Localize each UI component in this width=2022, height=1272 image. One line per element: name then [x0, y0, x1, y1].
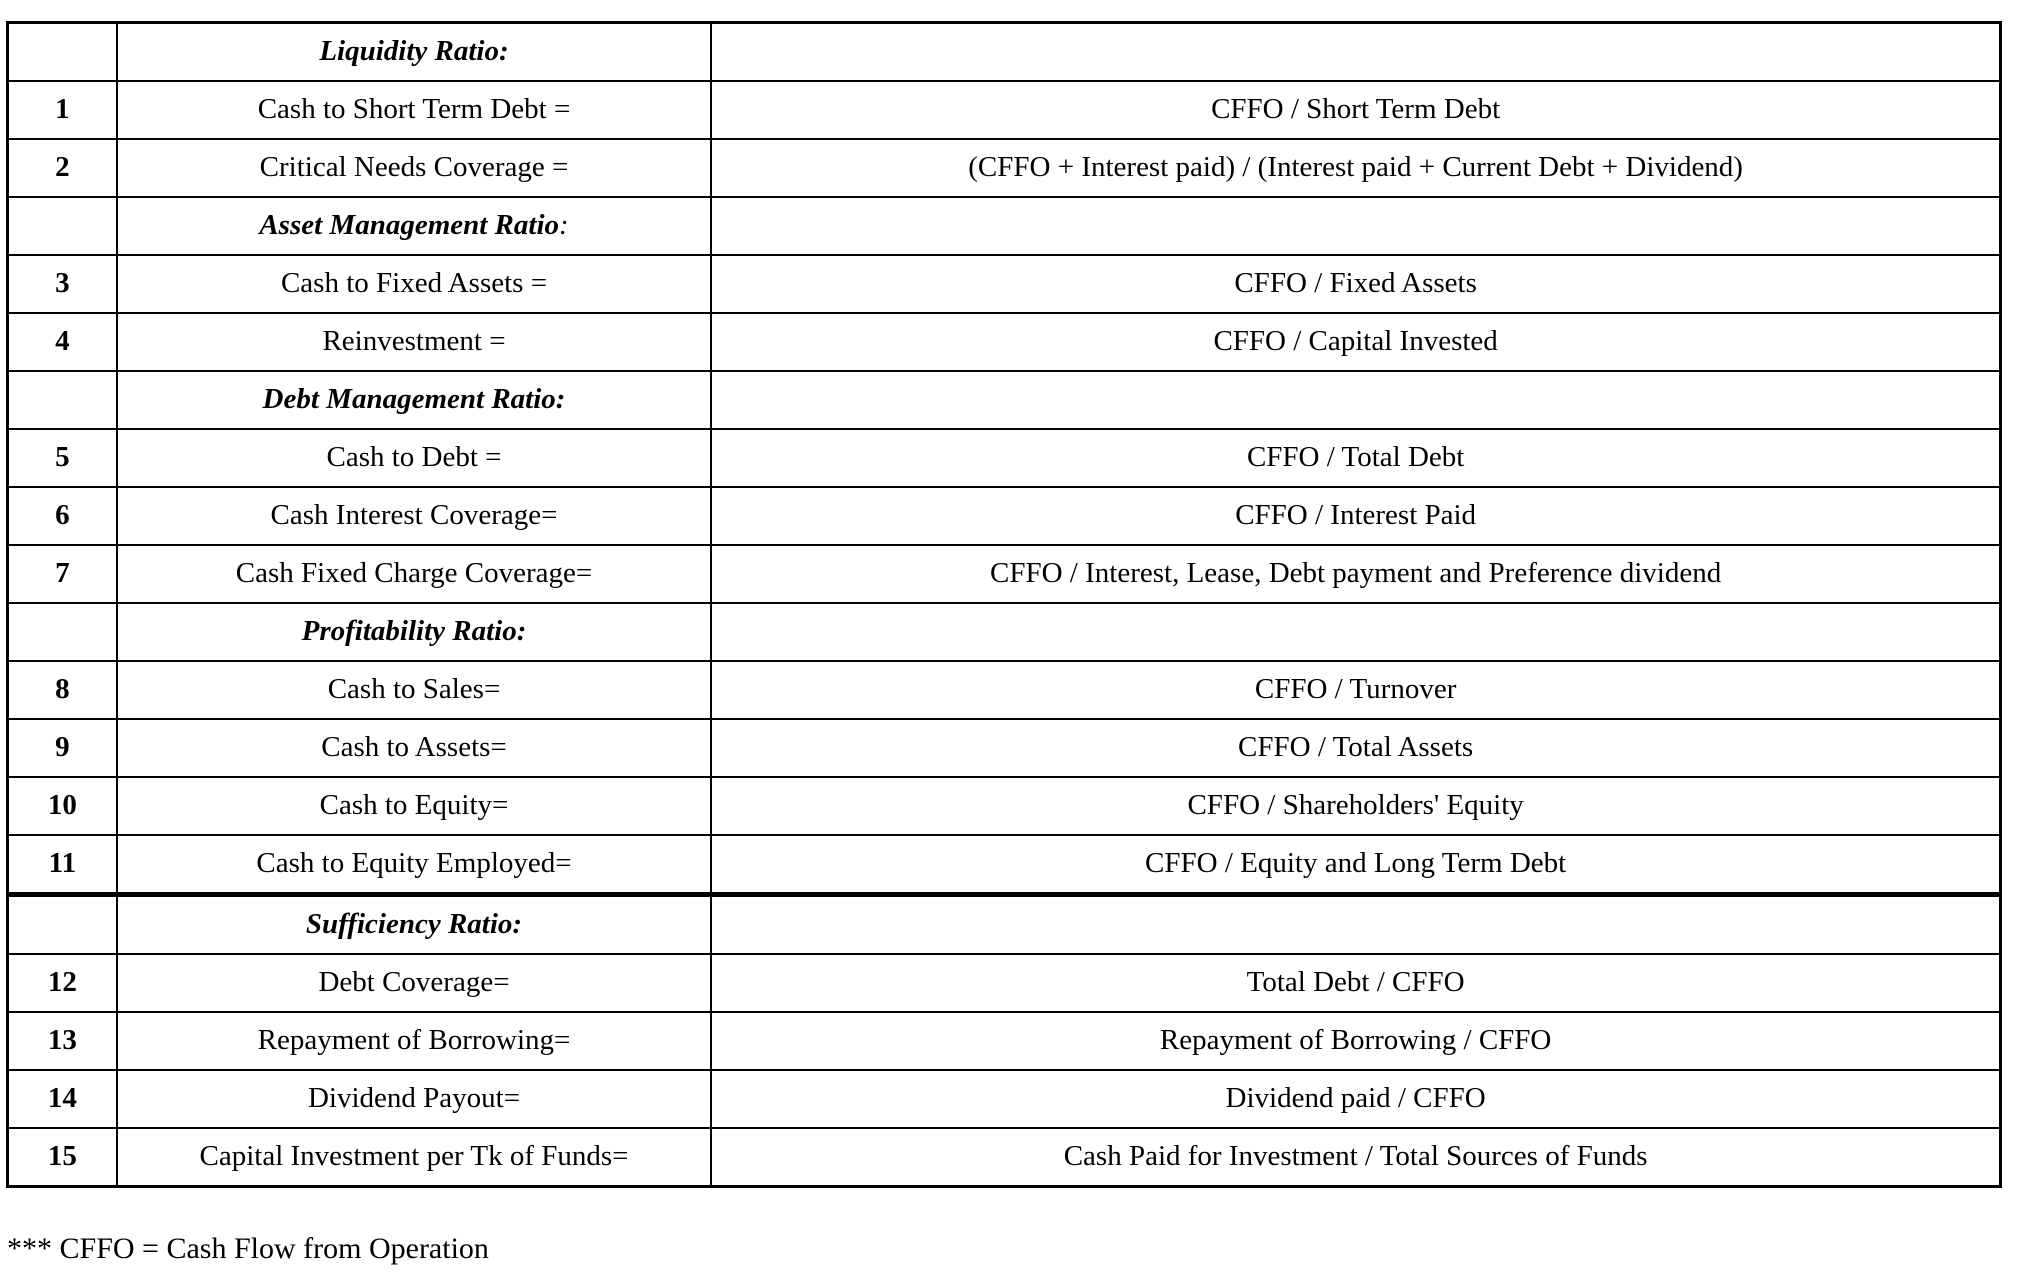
row-number-cell: 13	[8, 1012, 117, 1070]
row-number-cell	[8, 197, 117, 255]
table-row	[8, 545, 2001, 603]
formula-cell: CFFO / Total Debt	[711, 429, 2000, 487]
ratio-name-cell: Cash to Debt =	[117, 429, 711, 487]
section-title	[117, 23, 711, 82]
ratio-name-cell: Cash Interest Coverage=	[117, 487, 711, 545]
table-row	[8, 1012, 2001, 1070]
table-row	[8, 954, 2001, 1012]
ratio-name-cell: Cash to Short Term Debt =	[117, 81, 711, 139]
ratio-name-cell: Cash to Assets=	[117, 719, 711, 777]
formula-cell: CFFO / Shareholders' Equity	[711, 777, 2000, 835]
section-title-text: Asset Management Ratio	[259, 209, 560, 242]
ratio-name-cell: Cash to Equity Employed=	[117, 835, 711, 895]
section-title-colon: :	[559, 209, 569, 242]
section-title-colon: :	[512, 908, 523, 941]
row-number-cell	[8, 895, 117, 955]
formula-cell	[711, 23, 2000, 82]
ratio-name-cell: Reinvestment =	[117, 313, 711, 371]
ratio-name-cell: Critical Needs Coverage =	[117, 139, 711, 197]
row-number-cell: 15	[8, 1128, 117, 1187]
row-number-cell	[8, 371, 117, 429]
table-row	[8, 777, 2001, 835]
section-title-text: Liquidity Ratio	[319, 35, 499, 68]
formula-cell: CFFO / Fixed Assets	[711, 255, 2000, 313]
row-number-cell	[8, 603, 117, 661]
section-title-text: Debt Management Ratio	[262, 383, 556, 416]
section-title	[117, 371, 711, 429]
row-number-cell: 12	[8, 954, 117, 1012]
formula-cell	[711, 371, 2000, 429]
table-row-section-asset-management	[8, 197, 2001, 255]
row-number-cell: 2	[8, 139, 117, 197]
table-row-section-debt-management	[8, 371, 2001, 429]
formula-cell: CFFO / Equity and Long Term Debt	[711, 835, 2000, 895]
section-title	[117, 895, 711, 955]
formula-cell: Total Debt / CFFO	[711, 954, 2000, 1012]
section-title-text: Profitability Ratio	[301, 615, 517, 648]
section-title-colon: :	[499, 35, 509, 68]
ratio-name-cell: Capital Investment per Tk of Funds=	[117, 1128, 711, 1187]
formula-cell: Cash Paid for Investment / Total Sources of Funds	[711, 1128, 2000, 1187]
formula-cell: Dividend paid / CFFO	[711, 1070, 2000, 1128]
formula-cell: CFFO / Interest, Lease, Debt payment and Preference dividend	[711, 545, 2000, 603]
formula-cell: (CFFO + Interest paid) / (Interest paid + Current Debt + Dividend)	[711, 139, 2000, 197]
row-number-cell: 14	[8, 1070, 117, 1128]
table-row	[8, 487, 2001, 545]
table-row-section-liquidity	[8, 23, 2001, 82]
row-number-cell	[8, 23, 117, 82]
row-number-cell: 4	[8, 313, 117, 371]
table-row	[8, 139, 2001, 197]
cffo-footnote: *** CFFO = Cash Flow from Operation	[7, 1232, 489, 1265]
ratio-name-cell: Cash to Fixed Assets =	[117, 255, 711, 313]
table-row	[8, 1128, 2001, 1187]
ratio-name-cell: Repayment of Borrowing=	[117, 1012, 711, 1070]
row-number-cell: 8	[8, 661, 117, 719]
ratio-name-cell: Dividend Payout=	[117, 1070, 711, 1128]
section-title	[117, 197, 711, 255]
formula-cell	[711, 895, 2000, 955]
table-row	[8, 255, 2001, 313]
section-title	[117, 603, 711, 661]
row-number-cell: 3	[8, 255, 117, 313]
row-number-cell: 10	[8, 777, 117, 835]
formula-cell	[711, 603, 2000, 661]
row-number-cell: 9	[8, 719, 117, 777]
formula-cell: CFFO / Interest Paid	[711, 487, 2000, 545]
row-number-cell: 5	[8, 429, 117, 487]
row-number-cell: 1	[8, 81, 117, 139]
table-row	[8, 81, 2001, 139]
formula-cell: CFFO / Capital Invested	[711, 313, 2000, 371]
table-row	[8, 429, 2001, 487]
table-row-section-profitability	[8, 603, 2001, 661]
table-row	[8, 661, 2001, 719]
section-title-colon: :	[516, 615, 527, 648]
section-title-colon: :	[555, 383, 566, 416]
row-number-cell: 7	[8, 545, 117, 603]
section-title-text: Sufficiency Ratio	[305, 908, 513, 941]
ratio-name-cell: Debt Coverage=	[117, 954, 711, 1012]
table-row	[8, 719, 2001, 777]
ratio-name-cell: Cash to Sales=	[117, 661, 711, 719]
ratio-name-cell: Cash Fixed Charge Coverage=	[117, 545, 711, 603]
formula-cell: CFFO / Turnover	[711, 661, 2000, 719]
ratio-name-cell: Cash to Equity=	[117, 777, 711, 835]
formula-cell: Repayment of Borrowing / CFFO	[711, 1012, 2000, 1070]
row-number-cell: 11	[8, 835, 117, 895]
table-row-section-sufficiency	[8, 895, 2001, 955]
table-row	[8, 313, 2001, 371]
formula-cell: CFFO / Total Assets	[711, 719, 2000, 777]
table-row	[8, 835, 2001, 895]
financial-ratios-table	[6, 21, 2002, 1188]
row-number-cell: 6	[8, 487, 117, 545]
formula-cell	[711, 197, 2000, 255]
table-row	[8, 1070, 2001, 1128]
formula-cell: CFFO / Short Term Debt	[711, 81, 2000, 139]
